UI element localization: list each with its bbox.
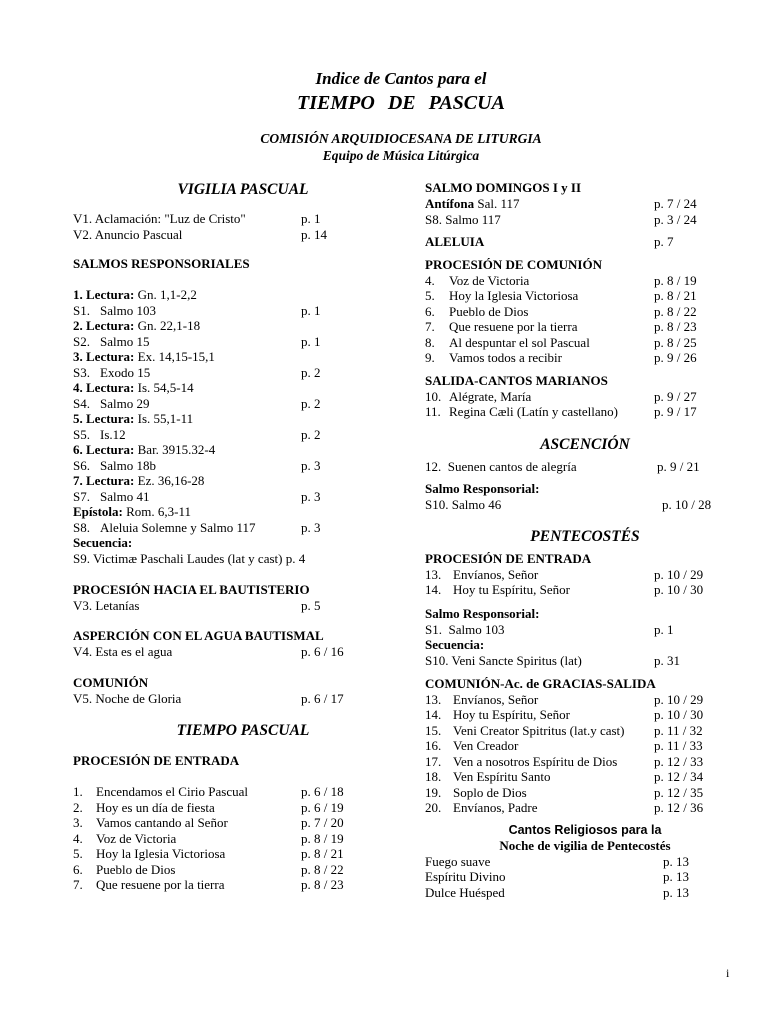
list-item: 1. Encendamos el Cirio Pascual p. 6 / 18 (73, 784, 344, 799)
cantos-list (425, 854, 745, 901)
section-title-pent-entrada: PROCESIÓN DE ENTRADA (425, 550, 592, 566)
lectura-row: Epístola: Rom. 6,3-11 (73, 504, 191, 519)
title-line-2: TIEMPO DE PASCUA (297, 92, 505, 114)
lectura-row: 2. Lectura: Gn. 22,1-18 (73, 318, 201, 333)
salmo-row: S6. Salmo 18b p. 3 (73, 457, 321, 473)
list-item: 8. Al despuntar el sol Pascual p. 8 / 25 (425, 334, 697, 350)
list-item: 7. Que resuene por la tierra p. 8 / 23 (425, 319, 697, 334)
salmo-row: S8. Aleluia Solemne y Salmo 117 p. 3 (73, 519, 321, 535)
list-item: 2. Hoy es un día de fiesta p. 6 / 19 (73, 799, 344, 815)
list-item: 18. Ven Espíritu Santo p. 12 / 34 (425, 769, 704, 784)
list-item: 13. Envíanos, Señor p. 10 / 29 (425, 691, 704, 707)
list-item: S10. Veni Sancte Spiritus (lat) p. 31 (425, 653, 680, 668)
salmo-row: S7. Salmo 41 p. 3 (73, 488, 321, 504)
list-item: Fuego suave p. 13 (425, 853, 689, 869)
left-column (73, 180, 413, 893)
list-item: V1. Aclamación: "Luz de Cristo" p. 1 (73, 211, 321, 226)
list-item: 13. Envíanos, Señor p. 10 / 29 (425, 566, 704, 582)
cantos-title-2: Noche de vigilia de Pentecostés (499, 837, 671, 853)
list-item: 14. Hoy tu Espíritu, Señor p. 10 / 30 (425, 582, 704, 597)
list-item: Antífona Sal. 117 p. 7 / 24 (425, 196, 697, 211)
organization-team: Equipo de Música Litúrgica (322, 148, 480, 163)
right-column (425, 180, 745, 900)
list-item: 20. Envíanos, Padre p. 12 / 36 (425, 800, 704, 815)
list-item: 14. Hoy tu Espíritu, Señor p. 10 / 30 (425, 707, 704, 722)
title-line-1: Indice de Cantos para el (315, 69, 487, 88)
section-title-salmos: SALMOS RESPONSORIALES (73, 256, 250, 271)
list-item: V3. Letanías p. 5 (73, 597, 321, 613)
lectura-row: 6. Lectura: Bar. 3915.32-4 (73, 442, 216, 457)
section-title-ascencion: ASCENCIÓN (540, 435, 630, 453)
page-marker: i (726, 966, 730, 980)
section-title-bautisterio: PROCESIÓN HACIA EL BAUTISTERIO (73, 581, 310, 597)
pent-entrada-list (425, 567, 745, 598)
list-item: 6. Pueblo de Dios p. 8 / 22 (425, 303, 697, 319)
list-item: 12. Suenen cantos de alegría p. 9 / 21 (425, 458, 700, 474)
list-item: S10. Salmo 46 p. 10 / 28 (425, 497, 712, 512)
list-item: 17. Ven a nosotros Espíritu de Dios p. 12 / 33 (425, 753, 704, 769)
lectura-row: 4. Lectura: Is. 54,5-14 (73, 380, 194, 395)
list-item: 15. Veni Creator Spitritus (lat.y cast) p. 11 / 32 (425, 722, 703, 738)
list-item: 16. Ven Creador p. 11 / 33 (425, 738, 703, 753)
aleluia-row: ALELUIA p. 7 (425, 234, 674, 249)
list-item: V4. Esta es el agua p. 6 / 16 (73, 644, 344, 659)
list-item: 10. Alégrate, María p. 9 / 27 (425, 388, 697, 404)
comunion-list (425, 273, 745, 366)
list-item: V5. Noche de Gloria p. 6 / 17 (73, 690, 344, 706)
list-item: S1. Salmo 103 p. 1 (425, 621, 674, 637)
lectura-row: 5. Lectura: Is. 55,1-11 (73, 411, 194, 426)
lecturas-list (73, 287, 413, 535)
pent-comunion-list (425, 692, 745, 816)
list-item: 5. Hoy la Iglesia Victoriosa p. 8 / 21 (425, 288, 697, 303)
salmo-row: S3. Exodo 15 p. 2 (73, 364, 321, 380)
section-title-entrada: PROCESIÓN DE ENTRADA (73, 753, 240, 768)
lectura-row: 3. Lectura: Ex. 14,15-15,1 (73, 349, 215, 364)
organization-name: COMISIÓN ARQUIDIOCESANA DE LITURGIA (260, 131, 542, 146)
lectura-row: 1. Lectura: Gn. 1,1-2,2 (73, 287, 197, 302)
salmo-row: S5. Is.12 p. 2 (73, 426, 321, 442)
section-title-proc-comunion: PROCESIÓN DE COMUNIÓN (425, 256, 602, 272)
pent-secuencia-label: Secuencia: (425, 637, 485, 652)
list-item: 7. Que resuene por la tierra p. 8 / 23 (73, 877, 344, 892)
list-item: 6. Pueblo de Dios p. 8 / 22 (73, 861, 344, 877)
list-item: 4. Voz de Victoria p. 8 / 19 (73, 830, 344, 846)
list-item: 19. Soplo de Dios p. 12 / 35 (425, 784, 704, 800)
cantos-title-1: Cantos Religiosos para la (508, 822, 662, 837)
list-item: S9. Victimæ Paschali Laudes (lat y cast) p. 4 (73, 551, 306, 566)
list-item: 5. Hoy la Iglesia Victoriosa p. 8 / 21 (73, 846, 344, 861)
section-title-salmo-domingos: SALMO DOMINGOS I y II (425, 180, 582, 195)
list-item: 3. Vamos cantando al Señor p. 7 / 20 (73, 815, 344, 830)
section-title-salida: SALIDA-CANTOS MARIANOS (425, 372, 608, 388)
list-item: S8. Salmo 117 p. 3 / 24 (425, 211, 697, 227)
salmo-row: S4. Salmo 29 p. 2 (73, 395, 321, 411)
section-title-pent-comunion: COMUNIÓN-Ac. de GRACIAS-SALIDA (425, 675, 656, 691)
pent-salmo-label: Salmo Responsorial: (425, 605, 540, 621)
lectura-row: 7. Lectura: Ez. 36,16-28 (73, 473, 205, 488)
list-item: Dulce Huésped p. 13 (425, 884, 689, 900)
salmo-responsorial-label: Salmo Responsorial: (425, 481, 540, 496)
section-title-comunion: COMUNIÓN (73, 674, 149, 690)
section-title-pentecostes: PENTECOSTÉS (530, 527, 640, 545)
list-item: 9. Vamos todos a recibir p. 9 / 26 (425, 350, 697, 365)
section-title-vigilia: VIGILIA PASCUAL (177, 181, 309, 198)
list-item: V2. Anuncio Pascual p. 14 (73, 226, 327, 242)
list-item: 4. Voz de Victoria p. 8 / 19 (425, 272, 697, 288)
section-title-aspercion: ASPERCIÓN CON EL AGUA BAUTISMAL (73, 628, 324, 643)
entrada-list (73, 784, 413, 893)
secuencia-label: Secuencia: (73, 535, 133, 550)
salmo-row: S2. Salmo 15 p. 1 (73, 333, 321, 349)
list-item: 11. Regina Cæli (Latín y castellano) p. 9 / 17 (425, 404, 697, 419)
salida-list (425, 389, 745, 420)
document-header (0, 68, 768, 164)
list-item: Espíritu Divino p. 13 (425, 869, 689, 884)
salmo-row: S1. Salmo 103 p. 1 (73, 302, 321, 318)
section-title-tiempo-pascual: TIEMPO PASCUAL (176, 722, 310, 739)
